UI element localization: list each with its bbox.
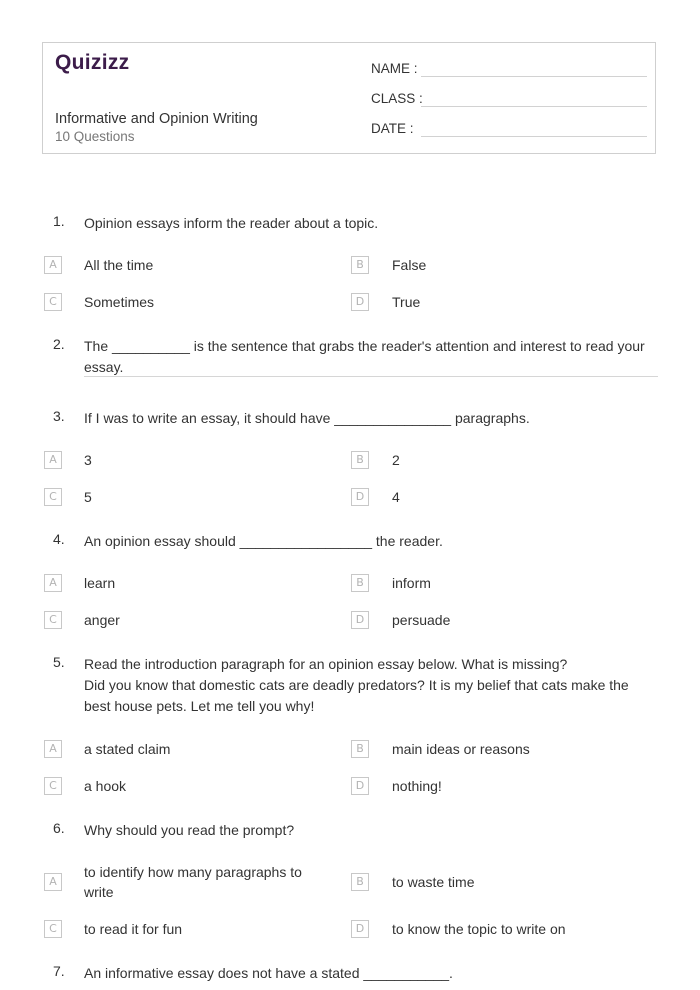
date-label: DATE : [371, 121, 414, 136]
option-text: 2 [392, 452, 400, 468]
option-letter-box: B [351, 873, 369, 891]
name-field[interactable] [371, 61, 647, 81]
date-field[interactable] [371, 121, 647, 141]
question-text: Opinion essays inform the reader about a topic. [84, 215, 379, 231]
option-letter-box: A [44, 873, 62, 891]
name-label: NAME : [371, 61, 418, 76]
question-count: 10 Questions [55, 129, 135, 144]
option-letter-box: B [351, 451, 369, 469]
option-text: main ideas or reasons [392, 741, 530, 757]
option-letter-box: B [351, 256, 369, 274]
option-text: 5 [84, 489, 92, 505]
question-text: An opinion essay should _________________ the reader. [84, 533, 443, 549]
option-letter-box: A [44, 740, 62, 758]
option-text: a stated claim [84, 741, 171, 757]
option-text: a hook [84, 778, 127, 794]
question-number: 7. [53, 963, 65, 979]
date-line [421, 136, 647, 137]
option-text: learn [84, 575, 116, 591]
option-text: inform [392, 575, 431, 591]
option-letter-box: C [44, 920, 62, 938]
option-text: to waste time [392, 874, 475, 890]
question-text: The __________ is the sentence that grabs the reader's attention and interest to read your essay. [84, 338, 645, 375]
question-text: Why should you read the prompt? [84, 822, 295, 838]
option-text: to read it for fun [84, 921, 183, 937]
option-letter-box: D [351, 611, 369, 629]
option-letter-box: C [44, 777, 62, 795]
option-letter-box: A [44, 574, 62, 592]
option-letter-box: C [44, 611, 62, 629]
option-text: All the time [84, 257, 154, 273]
option-text: to identify how many paragraphs to write [84, 864, 302, 900]
option-text: nothing! [392, 778, 442, 794]
question-number: 1. [53, 213, 65, 229]
name-line [421, 76, 647, 77]
worksheet-header [42, 42, 656, 154]
question-text: If I was to write an essay, it should have _______________ paragraphs. [84, 410, 530, 426]
option-letter-box: D [351, 488, 369, 506]
passage-text: Did you know that domestic cats are deadly predators? It is my belief that cats make the best house pets. Let me tell you why! [84, 677, 629, 714]
quizizz-logo: Quizizz [55, 51, 130, 74]
option-text: 4 [392, 489, 400, 505]
question-number: 5. [53, 654, 65, 670]
option-text: 3 [84, 452, 92, 468]
option-text: persuade [392, 612, 451, 628]
option-letter-box: D [351, 777, 369, 795]
option-letter-box: C [44, 488, 62, 506]
option-letter-box: D [351, 920, 369, 938]
question-number: 4. [53, 531, 65, 547]
option-letter-box: C [44, 293, 62, 311]
option-letter-box: A [44, 451, 62, 469]
option-text: True [392, 294, 421, 310]
class-label: CLASS : [371, 91, 423, 106]
question-number: 3. [53, 408, 65, 424]
option-text: False [392, 257, 427, 273]
question-text: An informative essay does not have a stated ___________. [84, 965, 453, 981]
question-text: Read the introduction paragraph for an opinion essay below. What is missing? [84, 656, 568, 672]
class-line [421, 106, 647, 107]
option-letter-box: B [351, 740, 369, 758]
class-field[interactable] [371, 91, 647, 111]
option-letter-box: D [351, 293, 369, 311]
worksheet-title: Informative and Opinion Writing [55, 111, 258, 127]
option-text: Sometimes [84, 294, 155, 310]
option-text: anger [84, 612, 120, 628]
option-text: to know the topic to write on [392, 921, 566, 937]
question-number: 2. [53, 336, 65, 352]
option-letter-box: B [351, 574, 369, 592]
answer-line[interactable] [84, 376, 658, 377]
question-number: 6. [53, 820, 65, 836]
option-letter-box: A [44, 256, 62, 274]
